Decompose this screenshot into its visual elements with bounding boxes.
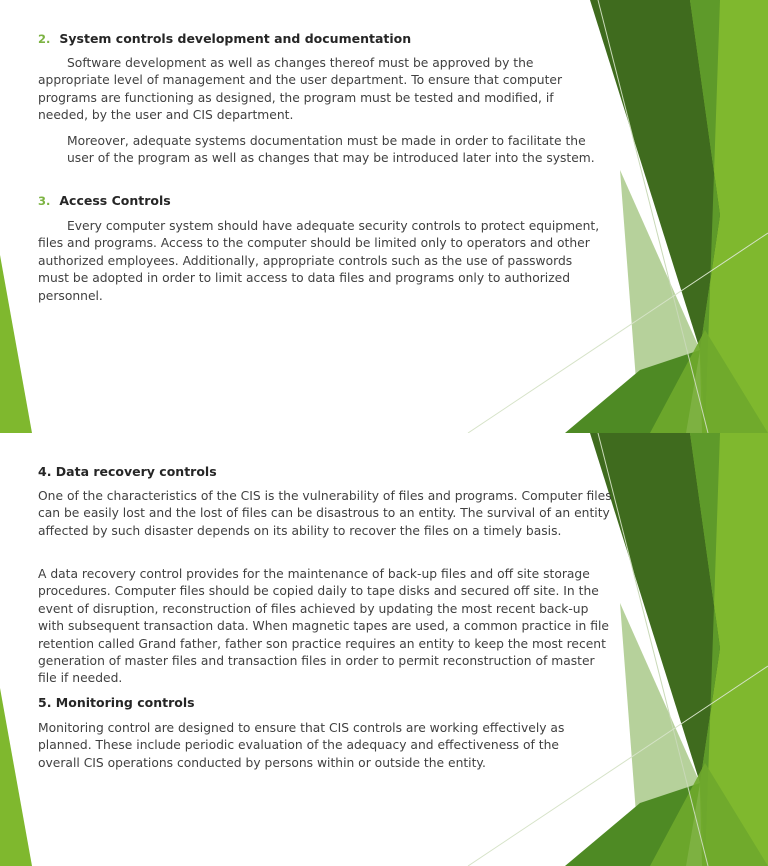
section-title: System controls development and documentation — [59, 31, 412, 46]
section-heading: 4. Data recovery controls — [38, 464, 217, 479]
paragraph: One of the characteristics of the CIS is the vulnerability of files and programs. Computer files can be easily lost and the lost of files can be disastrous to an entity. The survival of an entity affected by such disaster depends on its ability to recover the files on a timely basis. — [38, 489, 612, 538]
section-heading — [38, 193, 171, 208]
section-heading — [38, 31, 411, 46]
paragraph: Moreover, adequate systems documentation must be made in order to facilitate the user of the program as well as changes that may be introduced later into the system. — [67, 134, 595, 166]
section-heading: 5. Monitoring controls — [38, 695, 195, 710]
paragraph: Every computer system should have adequate security controls to protect equipment, files and programs. Access to the computer should be limited only to operators and other authorized employees. Additionally, appropriate controls such as the use of passwords must be adopted in order to limit access to data files and programs only to authorized personnel. — [38, 219, 600, 303]
paragraph: A data recovery control provides for the maintenance of back-up files and off site storage procedures. Computer files should be copied daily to tape disks and secured off site. In the event of disruption, reconstruction of files achieved by updating the most recent back-up with subsequent transaction data. When magnetic tapes are used, a common practice in file retention called Grand father, father son practice requires an entity to keep the most recent generation of master files and transaction files in order to permit reconstruction of master file if needed. — [38, 567, 609, 686]
paragraph: Monitoring control are designed to ensure that CIS controls are working effectively as planned. These include periodic evaluation of the adequacy and effectiveness of the overall CIS operations conducted by persons within or outside the entity. — [38, 721, 565, 770]
section-title: Access Controls — [59, 193, 171, 208]
slide-2-content — [0, 433, 768, 866]
paragraph: Software development as well as changes thereof must be approved by the appropriate level of management and the user department. To ensure that computer programs are functioning as designed, the program must be tested and modified, if needed, by the user and CIS department. — [38, 56, 563, 123]
section-number: 2. — [38, 32, 51, 46]
slide-2 — [0, 433, 768, 866]
section-number: 3. — [38, 194, 51, 208]
